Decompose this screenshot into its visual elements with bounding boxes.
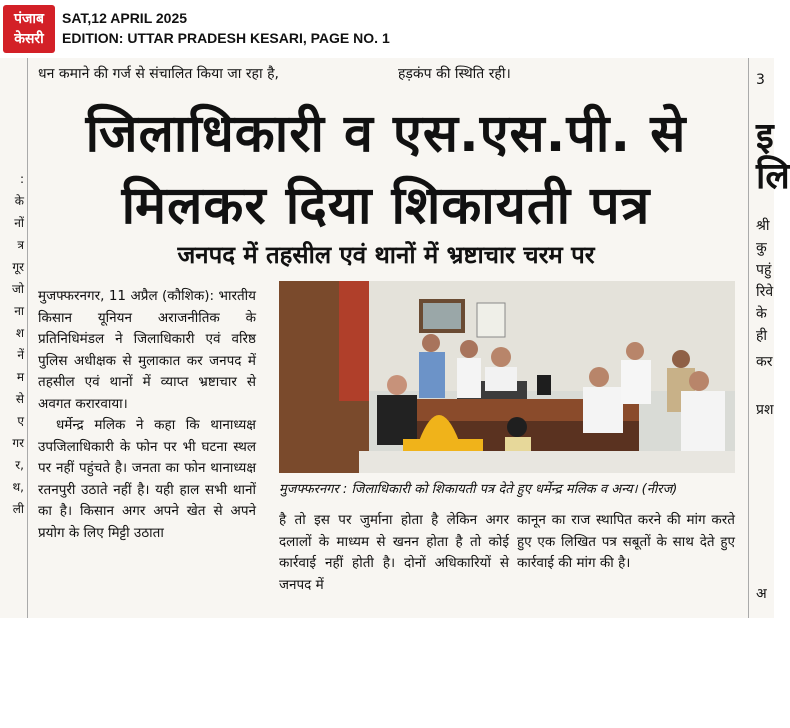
fragment: के xyxy=(14,194,24,208)
fragment: र, xyxy=(15,458,24,472)
logo-line-1: पंजाब xyxy=(14,11,44,27)
fragment: पहुं xyxy=(756,262,772,278)
paragraph-1: मुजफ्फरनगर, 11 अप्रैल (कौशिक): भारतीय किसान यूनियन अराजनीतिक के प्रतिनिधिमंडल ने जिलाधिकारी एवं वरिष्ठ पुलिस अधीक्षक से मुलाकात कर जनपद में तहसील एवं थानों में व्याप्त भ्रष्टाचार से अवगत करारवाया। xyxy=(38,288,256,412)
fragment: ए xyxy=(17,414,24,428)
paragraph-2: धर्मेन्द्र मलिक ने कहा कि थानाध्यक्ष उपजिलाधिकारी के फोन पर भी घटना स्थल पर नहीं पहुंचते है। जनता का फोन थानाध्यक्ष रतनपुरी उठाते नहीं है। यही हाल सभी थानों का है। किसान अगर अपने खेत से अपने प्रयोग के लिए मिट्टी उठाता xyxy=(38,417,256,541)
fragment: श xyxy=(15,326,24,340)
fragment: से xyxy=(15,392,24,406)
fragment: त्र xyxy=(17,238,24,252)
article-column-2: है तो इस पर जुर्माना होता है लेकिन अगर दलालों के माध्यम से खनन होता है तो कोई कार्रवाई नहीं होती है। दोनों अधिकारियों से जनपद में xyxy=(279,512,509,593)
headline-line-1: जिलाधिकारी व एस.एस.पी. से xyxy=(85,104,687,164)
fragment: इ xyxy=(756,116,774,157)
fragment: गूर xyxy=(12,260,24,274)
logo-line-2: केसरी xyxy=(14,31,44,47)
previous-story-text-2: हड़कंप की स्थिति रही। xyxy=(398,66,511,82)
column-divider xyxy=(27,58,28,618)
fragment: ली xyxy=(12,502,24,516)
fragment: ना xyxy=(14,304,24,318)
fragment: कु xyxy=(756,240,767,256)
fragment: जो xyxy=(11,282,24,296)
fragment: नें xyxy=(17,348,24,362)
fragment: : xyxy=(19,172,24,186)
right-column-fragments xyxy=(752,58,790,618)
fragment: थ, xyxy=(12,480,24,494)
clipping-header xyxy=(0,0,774,58)
fragment: ही xyxy=(756,328,768,344)
fragment: कर xyxy=(756,354,773,370)
fragment: रिवे xyxy=(756,284,774,300)
fragment: अ xyxy=(756,586,767,602)
photo-caption: मुजफ्फरनगर : जिलाधिकारी को शिकायती पत्र देते हुए धर्मेन्द्र मलिक व अन्य। (नीरज) xyxy=(279,482,678,497)
clipping-meta xyxy=(62,8,390,48)
subheadline: जनपद में तहसील एवं थानों में भ्रष्टाचार चरम पर xyxy=(177,241,595,269)
headline xyxy=(36,98,736,242)
column-divider xyxy=(748,58,749,618)
fragment: प्रश xyxy=(756,402,774,418)
newspaper-clipping xyxy=(0,58,790,618)
punjab-kesari-logo xyxy=(3,5,55,53)
fragment: म xyxy=(16,370,24,384)
article-column-3: कानून का राज स्थापित करने की मांग करते हुए एक लिखित पत्र सबूतों के साथ देते हुए कार्रवाई की मांग की है। xyxy=(517,512,735,571)
headline-line-2: मिलकर दिया शिकायती पत्र xyxy=(121,176,651,236)
fragment: नों xyxy=(14,216,24,230)
article-column-1 xyxy=(38,286,256,544)
publication-date: SAT,12 APRIL 2025 xyxy=(62,10,188,26)
news-photo xyxy=(279,281,735,473)
fragment: गर xyxy=(12,436,24,450)
fragment: श्री xyxy=(756,218,770,234)
edition-info: EDITION: UTTAR PRADESH KESARI, PAGE NO. 1 xyxy=(62,30,390,46)
previous-story-text: धन कमाने की गर्ज से संचालित किया जा रहा है, xyxy=(38,66,279,82)
meeting-room-photo xyxy=(279,281,735,473)
fragment: 3 xyxy=(756,72,765,88)
fragment: लि xyxy=(756,156,790,197)
fragment: के xyxy=(756,306,767,322)
left-column-fragments xyxy=(0,58,26,728)
